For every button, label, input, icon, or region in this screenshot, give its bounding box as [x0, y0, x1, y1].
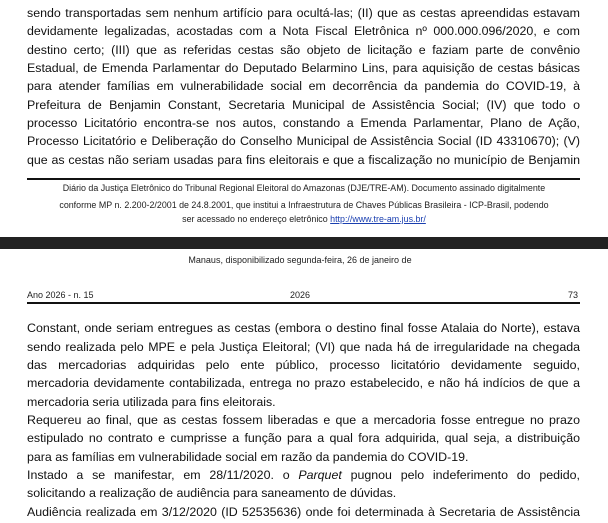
- footer-line: [20, 212, 588, 226]
- text-line: estipulado no contrato e cumprisse a função para a qual fora adquirida, qual seja, a distribuição: [27, 431, 580, 445]
- text-line: mercadoria seria utilizada para fins eleitorais.: [27, 395, 276, 409]
- text-line: que as cestas não seriam usadas para fins eleitorais e que a fiscalização no município de Benjamin: [27, 153, 580, 167]
- text: pugnou pelo indeferimento do pedido,: [341, 468, 580, 482]
- text-line: Constant, onde seriam entregues as cestas (embora o destino final fosse Atalaia do Norte), estava: [27, 321, 580, 335]
- footer-line: conforme MP n. 2.200-2/2001 de 24.8.2001, que institui a Infraestrutura de Chaves Públicas Brasileira - ICP-Brasil, podendo: [59, 200, 549, 210]
- date-year: 2026: [289, 290, 311, 300]
- text-line: Processo Licitatório e Deliberação do Conselho Municipal de Assistência Social (ID 43310670); (V): [27, 134, 580, 148]
- text-line: destino certo; (III) que as referidas cestas são objeto de licitação e faziam parte de convênio: [27, 43, 580, 57]
- page-number: 73: [567, 290, 578, 300]
- text: Instado a se manifestar, em 28/11/2020. o: [27, 468, 299, 482]
- text-line: Prefeitura de Benjamin Constant, Secretaria Municipal de Assistência Social; (IV) que todo o: [27, 98, 580, 112]
- parquet-term: Parquet: [298, 468, 342, 482]
- text-line: mercadoria devidamente contabilizada, entrega no prazo estabelecido, e não há indícios de que a: [27, 376, 580, 390]
- text-line: Estadual, de Emenda Parlamentar do Deputado Belarmino Lins, para aquisição de cestas básicas: [27, 61, 580, 75]
- footer-text: ser acessado no endereço eletrônico: [182, 214, 331, 224]
- issue-number: Ano 2026 - n. 15: [27, 290, 94, 300]
- text-line: das mercadorias adquiridas pelo ente público, processo licitatório devidamente seguido,: [27, 358, 580, 372]
- text-line: Requereu ao final, que as cestas fossem liberadas e que a mercadoria fosse entregue no prazo: [27, 413, 580, 427]
- page-separator: [0, 237, 608, 249]
- footer-rule: [27, 178, 580, 180]
- footer-line: Diário da Justiça Eletrônico do Tribunal Regional Eleitoral do Amazonas (DJE/TRE-AM). Documento assinado digitalmente: [62, 183, 546, 193]
- text-line: para as famílias em vulnerabilidade social em razão da pandemia do COVID-19.: [27, 450, 469, 464]
- text-line: sendo transportadas sem nenhum artifício para ocultá-las; (II) que as cestas apreendidas estavam: [27, 6, 580, 20]
- tre-am-link[interactable]: http://www.tre-am.jus.br/: [330, 214, 426, 224]
- text-line: processo Licitatório encontra-se nos autos, constando a Emenda Parlamentar, Plano de Ação,: [27, 116, 580, 130]
- text-line: Audiência realizada em 3/12/2020 (ID 52535636) onde foi determinada à Secretaria de Assistência: [27, 505, 580, 519]
- header-rule: [27, 302, 580, 304]
- text-line: solicitando a realização de audiência para saneamento de dúvidas.: [27, 486, 397, 500]
- text-line: sendo realizada pelo MPE e pela Justiça Eleitoral; (VI) que nada há de irregularidade na chegada: [27, 340, 580, 354]
- text-line: [27, 466, 580, 484]
- text-line: devidamente legalizadas, acostadas com a Nota Fiscal Eletrônica nº 000.000.096/2020, e com: [27, 24, 580, 38]
- date-line: Manaus, disponibilizado segunda-feira, 26 de janeiro de: [188, 255, 412, 265]
- text-line: para atender famílias em vulnerabilidade social em decorrência da pandemia do COVID-19, à: [27, 79, 580, 93]
